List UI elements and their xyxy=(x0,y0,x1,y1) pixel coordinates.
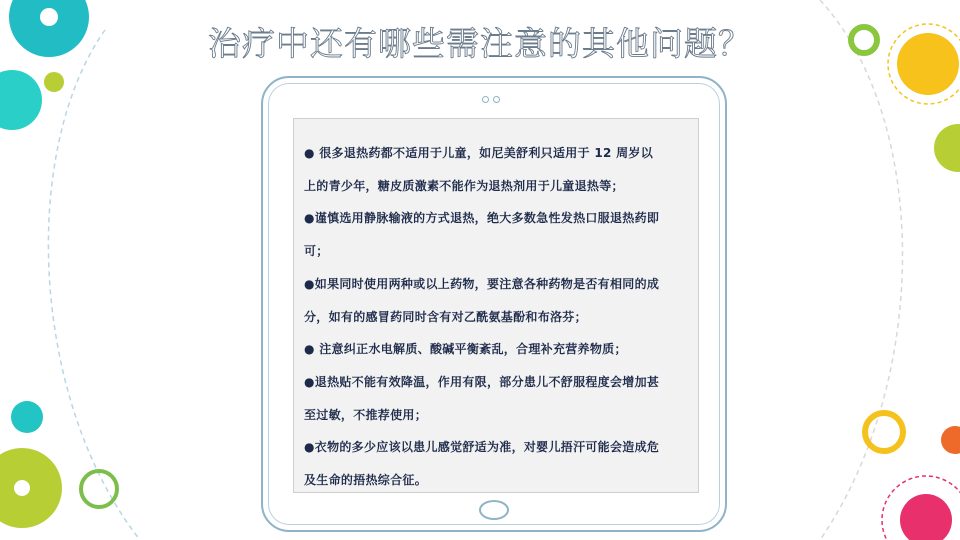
text-line: 可； xyxy=(304,244,329,259)
camera-dot-icon xyxy=(482,96,489,103)
tablet-screen xyxy=(293,118,699,493)
dashed-arc-right xyxy=(820,0,903,540)
white-dot-lime xyxy=(14,480,30,496)
orange-half-circle xyxy=(941,426,960,454)
text-line: 分，如有的感冒药同时含有对乙酰氨基酚和布洛芬； xyxy=(304,309,587,324)
text-line: 上的青少年，糖皮质激素不能作为退热剂用于儿童退热等； xyxy=(304,178,624,193)
lime-half-circle xyxy=(934,124,960,172)
lime-circle-large xyxy=(0,448,62,528)
teal-circle-mid xyxy=(0,70,42,130)
lime-dot-small xyxy=(44,72,64,92)
text-line: 至过敏，不推荐使用； xyxy=(304,407,428,422)
sensor-dot-icon xyxy=(493,96,500,103)
text-line: ●谨慎选用静脉输液的方式退热，绝大多数急性发热口服退热药即 xyxy=(304,211,660,226)
tablet-frame xyxy=(261,76,727,532)
dashed-arc-left xyxy=(48,30,140,540)
green-ring xyxy=(81,471,117,507)
pink-circle xyxy=(900,494,952,540)
home-button xyxy=(479,500,509,520)
page-title: 治疗中还有哪些需注意的其他问题？ xyxy=(208,24,752,63)
text-line: ●如果同时使用两种或以上药物，要注意各种药物是否有相同的成 xyxy=(304,276,660,291)
text-line: ●衣物的多少应该以患儿感觉舒适为准，对婴儿捂汗可能会造成危 xyxy=(304,440,660,455)
text-line: ●退热贴不能有效降温，作用有限，部分患儿不舒服程度会增加甚 xyxy=(304,374,660,389)
yellow-ring xyxy=(865,413,903,451)
text-line: 及生命的捂热综合征。 xyxy=(304,473,428,488)
text-line: ● 注意纠正水电解质、酸碱平衡紊乱，合理补充营养物质； xyxy=(304,342,627,357)
text-line: ● 很多退热药都不适用于儿童，如尼美舒利只适用于 12 周岁以 xyxy=(304,146,654,160)
teal-circle-small xyxy=(11,401,43,433)
